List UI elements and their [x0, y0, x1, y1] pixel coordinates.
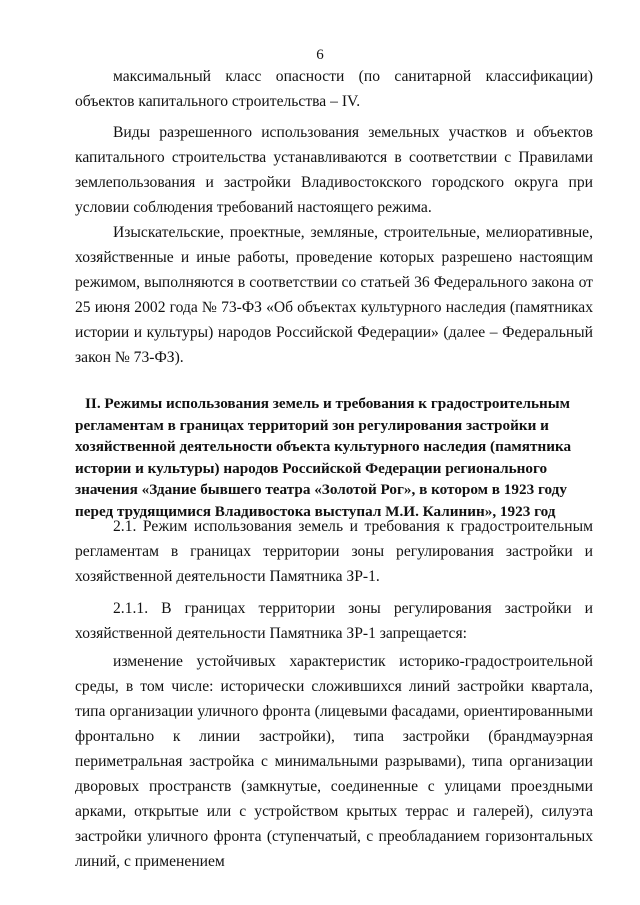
- paragraph-prohibitions: изменение устойчивых характеристик историко-градостроительной среды, в том числе: исторически сложившихся линий застройки квартала, типа организации уличного фронта (лицевыми фасадами, ориентированными фронтально к линии застройки), типа застройки (брандмауэрная периметральная застройка с минимальными разрывами), типа организации дворовых пространств (замкнутые, соединенные с улицами проездными арками, открытые или с устройством крытых террас и галерей), силуэта застройки уличного фронта (ступенчатый, с преобладанием горизонтальных линий, с применением: [75, 653, 593, 870]
- paragraph-hazard-class: максимальный класс опасности (по санитарной классификации) объектов капитального строительства – IV.: [75, 68, 593, 110]
- section-heading-line: регламентам в границах территорий зон регулирования застройки и: [75, 416, 549, 434]
- section-heading-line: истории и культуры) народов Российской Федерации регионального: [75, 459, 548, 477]
- paragraph-2-1: 2.1. Режим использования земель и требования к градостроительным регламентам в границах территории зоны регулирования застройки и хозяйственной деятельности Памятника ЗР-1.: [75, 518, 593, 585]
- section-heading-line: II. Режимы использования земель и требования к градостроительным: [85, 395, 570, 412]
- section-heading-line: перед трудящимися Владивостока выступал М.И. Калинин», 1923 год: [75, 502, 556, 520]
- section-heading-line: значения «Здание бывшего театра «Золотой Рог», в котором в 1923 году: [75, 481, 567, 498]
- paragraph-permitted-uses: Виды разрешенного использования земельных участков и объектов капитального строительства устанавливаются в соответствии с Правилами землепользования и застройки Владивостокского городского округа при условии соблюдения требований настоящего режима.: [75, 124, 593, 216]
- paragraph-works: Изыскательские, проектные, земляные, строительные, мелиоративные, хозяйственные и иные работы, проведение которых разрешено настоящим режимом, выполняются в соответствии со статьей 36 Федерального закона от 25 июня 2002 года № 73-ФЗ «Об объектах культурного наследия (памятниках истории и культуры) народов Российской Федерации» (далее – Федеральный закон № 73-ФЗ).: [75, 224, 593, 366]
- section-heading: [75, 393, 593, 522]
- section-heading-line: хозяйственной деятельности объекта культурного наследия (памятника: [75, 438, 572, 455]
- page-number: 6: [316, 47, 324, 63]
- paragraph-2-1-1: 2.1.1. В границах территории зоны регулирования застройки и хозяйственной деятельности Памятника ЗР-1 запрещается:: [75, 600, 593, 642]
